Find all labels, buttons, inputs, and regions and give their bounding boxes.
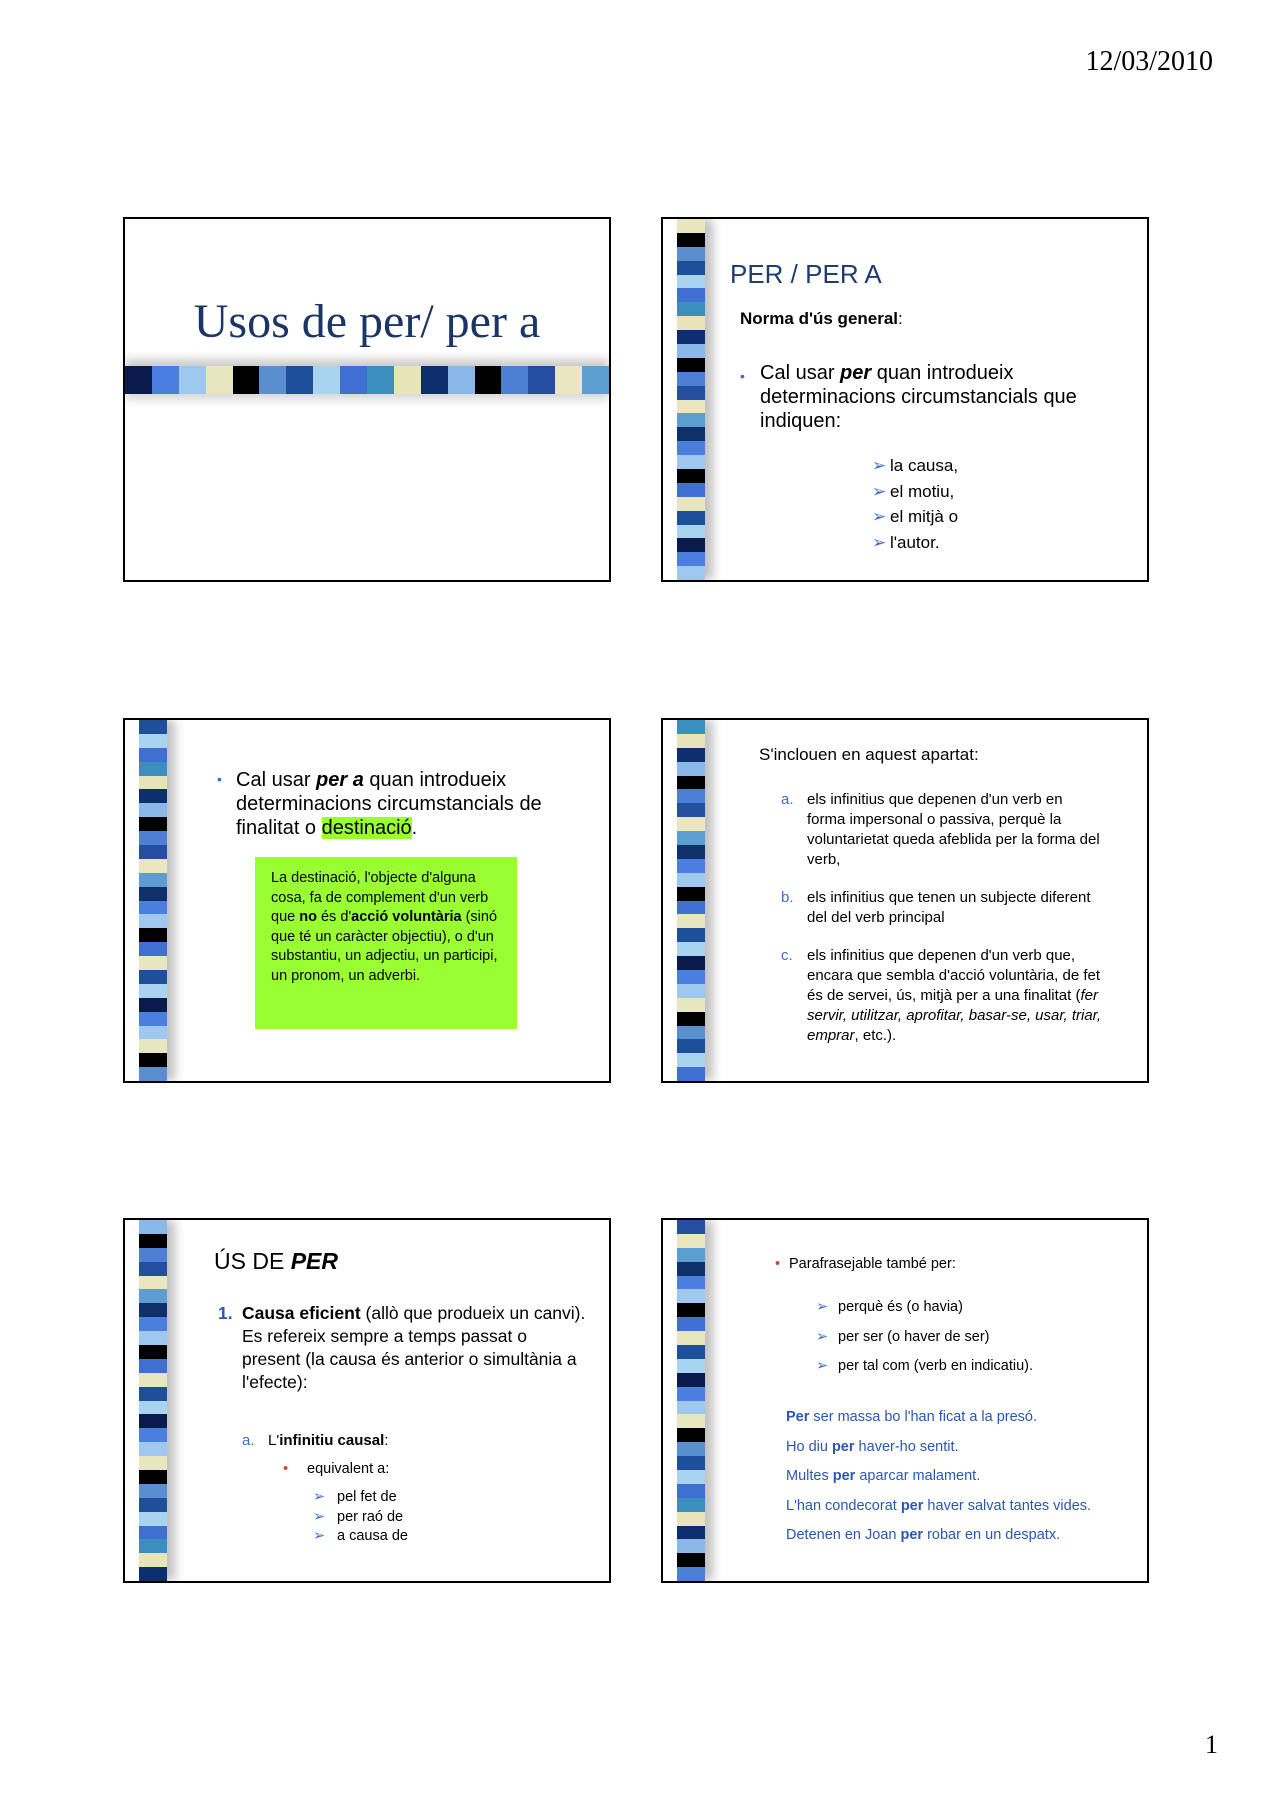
arrow-icon: ➢ <box>872 456 887 475</box>
intro-text: • Parafrasejable també per: <box>775 1256 956 1272</box>
arrow-icon: ➢ <box>313 1489 326 1505</box>
stripe-segment <box>677 1067 705 1081</box>
stripe-segment <box>677 1373 705 1387</box>
decorative-stripe <box>139 720 167 1081</box>
stripe-segment <box>139 789 167 803</box>
stripe-segment <box>677 525 705 539</box>
list-item: ➢ el motiu, <box>872 479 958 505</box>
stripe-segment <box>677 831 705 845</box>
stripe-segment <box>677 873 705 887</box>
stripe-segment <box>139 1567 167 1581</box>
stripe-segment <box>677 956 705 970</box>
stripe-segment <box>394 366 421 394</box>
stripe-segment <box>139 914 167 928</box>
stripe-segment <box>152 366 179 394</box>
stripe-segment <box>139 817 167 831</box>
definition-box: La destinació, l'objecte d'alguna cosa, fa de complement d'un verb que no és d'acció voluntària (sinó que té un caràcter objectiu), o d'un substantiu, un adjectiu, un participi, un pronom, un adverbi. <box>255 857 517 1029</box>
stripe-segment <box>677 970 705 984</box>
stripe-segment <box>139 734 167 748</box>
stripe-segment <box>677 1345 705 1359</box>
example-line: Multes per aparcar malament. <box>786 1468 981 1484</box>
slide-4 <box>661 718 1149 1083</box>
stripe-segment <box>139 831 167 845</box>
example-line: Per ser massa bo l'han ficat a la presó. <box>786 1409 1038 1425</box>
decorative-stripe <box>677 720 705 1081</box>
stripe-segment <box>139 859 167 873</box>
stripe-segment <box>286 366 313 394</box>
list-item: ➢ per raó de <box>313 1508 408 1528</box>
stripe-segment <box>677 511 705 525</box>
stripe-segment <box>677 914 705 928</box>
stripe-segment <box>677 538 705 552</box>
stripe-segment <box>139 1303 167 1317</box>
stripe-segment <box>139 1387 167 1401</box>
stripe-segment <box>677 372 705 386</box>
stripe-segment <box>313 366 340 394</box>
stripe-segment <box>677 1498 705 1512</box>
stripe-segment <box>677 413 705 427</box>
list-item: ➢ perquè és (o havia) <box>816 1293 1033 1323</box>
stripe-segment <box>677 942 705 956</box>
stripe-segment <box>677 1484 705 1498</box>
stripe-segment <box>139 720 167 734</box>
stripe-segment <box>677 887 705 901</box>
stripe-segment <box>139 1317 167 1331</box>
arrow-icon: ➢ <box>872 481 887 501</box>
stripe-segment <box>677 1359 705 1373</box>
stripe-segment <box>677 261 705 275</box>
stripe-segment <box>677 859 705 873</box>
stripe-segment <box>677 1526 705 1540</box>
stripe-segment <box>677 748 705 762</box>
stripe-segment <box>139 1039 167 1053</box>
stripe-segment <box>677 1401 705 1415</box>
stripe-segment <box>139 1234 167 1248</box>
stripe-segment <box>677 552 705 566</box>
stripe-segment <box>139 1428 167 1442</box>
stripe-segment <box>448 366 475 394</box>
stripe-segment <box>677 1442 705 1456</box>
stripe-segment <box>677 344 705 358</box>
stripe-segment <box>677 1026 705 1040</box>
bullet-icon: • <box>740 368 745 384</box>
list-item: ➢ la causa, <box>872 453 958 479</box>
stripe-segment <box>677 1428 705 1442</box>
stripe-segment <box>139 970 167 984</box>
norm-label: Norma d'ús general <box>740 309 899 328</box>
list-item: ➢ l'autor. <box>872 530 958 556</box>
list-item-a: a. els infinitius que depenen d'un verb en forma impersonal o passiva, perquè la voluntarietat queda afeblida per la forma del verb, <box>781 791 1100 868</box>
stripe-segment <box>677 803 705 817</box>
stripe-segment <box>139 1401 167 1415</box>
rule-text-em: per <box>840 362 872 384</box>
stripe-segment <box>677 400 705 414</box>
stripe-segment <box>340 366 367 394</box>
stripe-segment <box>677 762 705 776</box>
highlight-destinacio: destinació <box>321 817 412 839</box>
decorative-stripe <box>125 366 609 394</box>
stripe-segment <box>677 219 705 233</box>
stripe-segment <box>139 984 167 998</box>
arrow-icon: ➢ <box>872 507 887 526</box>
equiv-list <box>313 1488 408 1547</box>
stripe-segment <box>139 998 167 1012</box>
stripe-segment <box>677 275 705 289</box>
stripe-segment <box>677 1012 705 1026</box>
stripe-segment <box>501 366 528 394</box>
bullet-icon: • <box>775 1256 781 1272</box>
stripe-segment <box>139 1526 167 1540</box>
stripe-segment <box>677 1567 705 1581</box>
stripe-segment <box>677 455 705 469</box>
stripe-segment <box>677 789 705 803</box>
stripe-segment <box>677 1289 705 1303</box>
rule-text: Cal usar per a quan introdueix determinacions circumstancials de finalitat o destinació. <box>236 769 542 839</box>
stripe-segment <box>677 233 705 247</box>
slide-5 <box>123 1218 611 1583</box>
stripe-segment <box>677 720 705 734</box>
cause-list <box>872 453 958 555</box>
list-item: ➢ per ser (o haver de ser) <box>816 1323 1033 1353</box>
slide-1 <box>123 217 611 582</box>
stripe-segment <box>367 366 394 394</box>
stripe-segment <box>677 330 705 344</box>
stripe-segment <box>475 366 502 394</box>
equivalent-text: • equivalent a: <box>283 1461 390 1477</box>
page-number: 1 <box>1205 1730 1218 1759</box>
rule-text-post: quan introdueix determinacions circumstancials que indiquen: <box>760 362 1077 432</box>
stripe-segment <box>677 1039 705 1053</box>
stripe-segment <box>677 1053 705 1067</box>
stripe-segment <box>139 873 167 887</box>
stripe-segment <box>206 366 233 394</box>
stripe-segment <box>677 1234 705 1248</box>
intro-text: S'inclouen en aquest apartat: <box>759 745 979 764</box>
stripe-segment <box>139 1012 167 1026</box>
decorative-stripe <box>677 219 705 580</box>
stripe-segment <box>139 901 167 915</box>
stripe-segment <box>139 1262 167 1276</box>
stripe-segment <box>139 1053 167 1067</box>
infinitiu-causal: a. L'infinitiu causal: <box>242 1432 389 1449</box>
bullet-icon: • <box>283 1461 289 1477</box>
stripe-segment <box>677 901 705 915</box>
list-item-c: c. els infinitius que depenen d'un verb que, encara que sembla d'acció voluntària, de fet és de servei, ús, mitjà per a una finalitat (fer servir, utilitzar, aprofitar, basar-se, usar, triar, emprar, etc.). <box>781 947 1102 1044</box>
list-item-b: b. els infinitius que tenen un subjecte diferent del del verb principal <box>781 889 1091 926</box>
stripe-segment <box>139 1512 167 1526</box>
stripe-segment <box>677 288 705 302</box>
stripe-segment <box>139 928 167 942</box>
stripe-segment <box>139 1539 167 1553</box>
stripe-segment <box>677 1317 705 1331</box>
stripe-segment <box>125 366 152 394</box>
arrow-icon: ➢ <box>313 1528 326 1544</box>
stripe-segment <box>179 366 206 394</box>
stripe-segment <box>139 1248 167 1262</box>
decorative-stripe <box>677 1220 705 1581</box>
stripe-segment <box>677 1470 705 1484</box>
stripe-segment <box>421 366 448 394</box>
examples-block <box>786 1403 1146 1551</box>
stripe-segment <box>677 441 705 455</box>
bullet-icon: • <box>217 771 222 787</box>
stripe-segment <box>677 1248 705 1262</box>
stripe-segment <box>677 776 705 790</box>
stripe-segment <box>677 302 705 316</box>
stripe-segment <box>139 748 167 762</box>
stripe-segment <box>677 316 705 330</box>
stripe-segment <box>677 497 705 511</box>
stripe-segment <box>528 366 555 394</box>
stripe-segment <box>139 803 167 817</box>
stripe-segment <box>139 887 167 901</box>
example-line: Detenen en Joan per robar en un despatx. <box>786 1527 1061 1543</box>
stripe-segment <box>677 386 705 400</box>
stripe-segment <box>139 1456 167 1470</box>
stripe-segment <box>677 1456 705 1470</box>
stripe-segment <box>677 845 705 859</box>
stripe-segment <box>139 1220 167 1234</box>
stripe-segment <box>139 1414 167 1428</box>
rule-text-pre: Cal usar <box>760 362 841 384</box>
slide-5-title: ÚS DE PER <box>214 1248 338 1274</box>
stripe-segment <box>677 1220 705 1234</box>
stripe-segment <box>677 928 705 942</box>
stripe-segment <box>139 942 167 956</box>
stripe-segment <box>139 776 167 790</box>
stripe-segment <box>259 366 286 394</box>
stripe-segment <box>139 1067 167 1081</box>
norm-colon: : <box>898 309 903 328</box>
decorative-stripe <box>139 1220 167 1581</box>
norm-heading <box>740 309 903 329</box>
stripe-segment <box>677 1414 705 1428</box>
stripe-segment <box>677 817 705 831</box>
stripe-segment <box>677 1512 705 1526</box>
header-date: 12/03/2010 <box>1085 46 1213 77</box>
list-item: ➢ a causa de <box>313 1527 408 1547</box>
arrow-icon: ➢ <box>816 1358 829 1374</box>
stripe-segment <box>677 566 705 580</box>
stripe-segment <box>677 469 705 483</box>
stripe-segment <box>139 1553 167 1567</box>
arrow-icon: ➢ <box>816 1299 829 1315</box>
stripe-segment <box>139 1345 167 1359</box>
stripe-segment <box>677 483 705 497</box>
paraphrase-list <box>816 1293 1033 1382</box>
arrow-icon: ➢ <box>816 1328 829 1345</box>
stripe-segment <box>582 366 609 394</box>
stripe-segment <box>677 1553 705 1567</box>
list-item: ➢ pel fet de <box>313 1488 408 1508</box>
stripe-segment <box>139 1373 167 1387</box>
stripe-segment <box>677 998 705 1012</box>
stripe-segment <box>139 1026 167 1040</box>
slide-6 <box>661 1218 1149 1583</box>
stripe-segment <box>139 1289 167 1303</box>
stripe-segment <box>677 1331 705 1345</box>
stripe-segment <box>139 1498 167 1512</box>
example-line: L'han condecorat per haver salvat tantes vides. <box>786 1497 1092 1514</box>
slide-3 <box>123 718 611 1083</box>
example-line: Ho diu per haver-ho sentit. <box>786 1438 959 1455</box>
stripe-segment <box>677 1387 705 1401</box>
list-item: ➢ per tal com (verb en indicatiu). <box>816 1352 1033 1382</box>
stripe-segment <box>139 1484 167 1498</box>
stripe-segment <box>677 734 705 748</box>
list-item: ➢ el mitjà o <box>872 504 958 530</box>
stripe-segment <box>139 956 167 970</box>
stripe-segment <box>139 1470 167 1484</box>
slide-2 <box>661 217 1149 582</box>
stripe-segment <box>139 1331 167 1345</box>
stripe-segment <box>677 1539 705 1553</box>
slide-1-title: Usos de per/ per a <box>193 295 541 348</box>
arrow-icon: ➢ <box>313 1508 326 1525</box>
stripe-segment <box>677 1262 705 1276</box>
arrow-icon: ➢ <box>872 532 887 552</box>
stripe-segment <box>677 427 705 441</box>
stripe-segment <box>677 358 705 372</box>
causa-eficient: 1. Causa eficient (allò que produeix un canvi). Es refereix sempre a temps passat o present (la causa és anterior o simultània a l'efecte): <box>218 1303 586 1392</box>
stripe-segment <box>139 1276 167 1290</box>
stripe-segment <box>233 366 260 394</box>
stripe-segment <box>555 366 582 394</box>
stripe-segment <box>677 247 705 261</box>
stripe-segment <box>677 1303 705 1317</box>
stripe-segment <box>139 762 167 776</box>
stripe-segment <box>677 1276 705 1290</box>
stripe-segment <box>139 1442 167 1456</box>
stripe-segment <box>139 845 167 859</box>
stripe-segment <box>677 984 705 998</box>
slide-2-title: PER / PER A <box>730 259 882 289</box>
rule-text <box>760 361 1130 433</box>
stripe-segment <box>139 1359 167 1373</box>
